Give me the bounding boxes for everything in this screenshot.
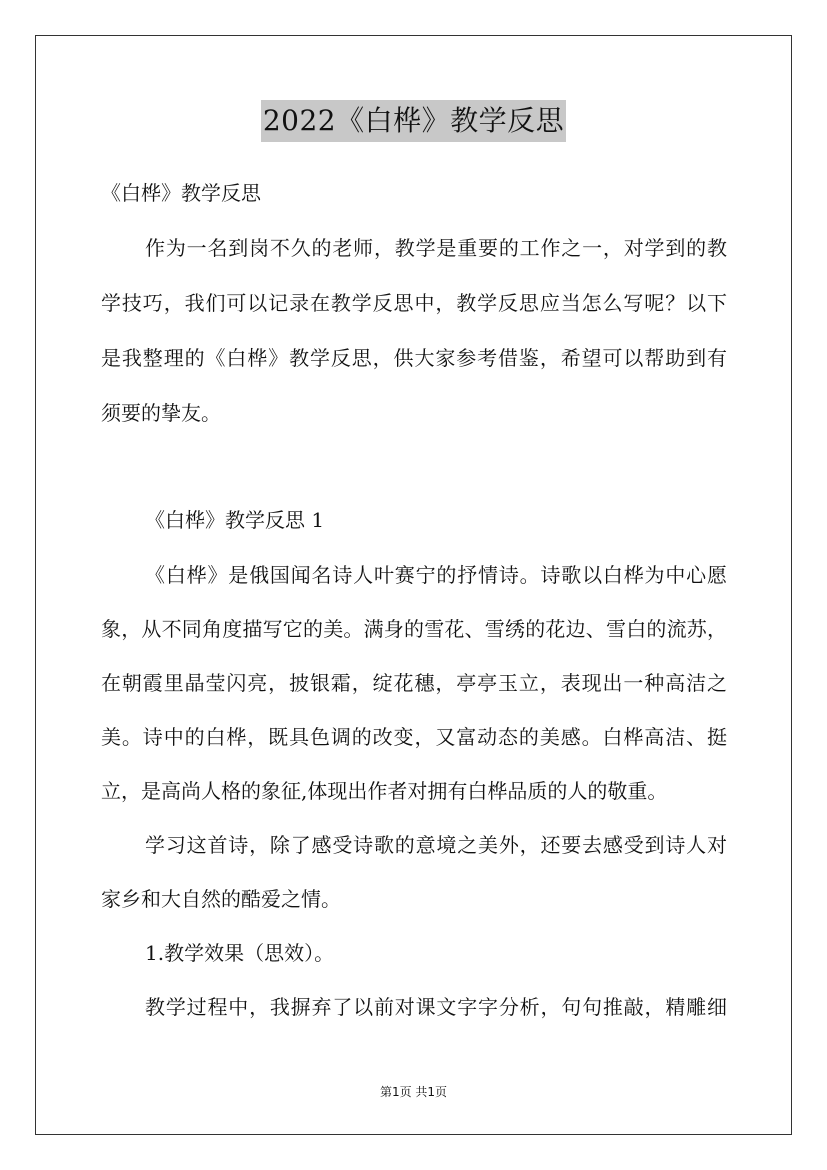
page-number-label: 第1页 共1页 — [379, 1085, 448, 1099]
para2-line-1: 学习这首诗，除了感受诗歌的意境之美外，还要去感受到诗人对 — [145, 833, 727, 857]
intro-line-2: 学技巧，我们可以记录在教学反思中，教学反思应当怎么写呢？以下 — [101, 291, 727, 315]
intro-line-1: 作为一名到岗不久的老师，教学是重要的工作之一，对学到的教 — [145, 236, 727, 260]
list-item-1: 1.教学效果（思效）。 — [145, 941, 335, 965]
document-title: 2022《白桦》教学反思 — [261, 100, 566, 142]
para1-line-5: 立，是高尚人格的象征,体现出作者对拥有白桦品质的人的敬重。 — [101, 779, 668, 803]
para1-line-2: 象，从不同角度描写它的美。满身的雪花、雪绣的花边、雪白的流苏， — [101, 617, 727, 641]
para1-line-3: 在朝霞里晶莹闪亮，披银霜，绽花穗，亭亭玉立，表现出一种高洁之 — [101, 671, 727, 695]
document-subtitle: 《白桦》教学反思 — [101, 181, 261, 205]
para2-line-2: 家乡和大自然的酷爱之情。 — [101, 887, 341, 911]
para1-line-4: 美。诗中的白桦，既具色调的改变，又富动态的美感。白桦高洁、挺 — [101, 725, 727, 749]
page-footer — [0, 1083, 827, 1100]
title-container — [0, 100, 827, 142]
para3-line-1: 教学过程中，我摒弃了以前对课文字字分析，句句推敲，精雕细 — [145, 995, 727, 1019]
intro-line-3: 是我整理的《白桦》教学反思，供大家参考借鉴，希望可以帮助到有 — [101, 346, 727, 370]
section-heading: 《白桦》教学反思 1 — [145, 508, 325, 532]
intro-line-4: 须要的挚友。 — [101, 401, 221, 425]
para1-line-1: 《白桦》是俄国闻名诗人叶赛宁的抒情诗。诗歌以白桦为中心愿 — [145, 563, 727, 587]
